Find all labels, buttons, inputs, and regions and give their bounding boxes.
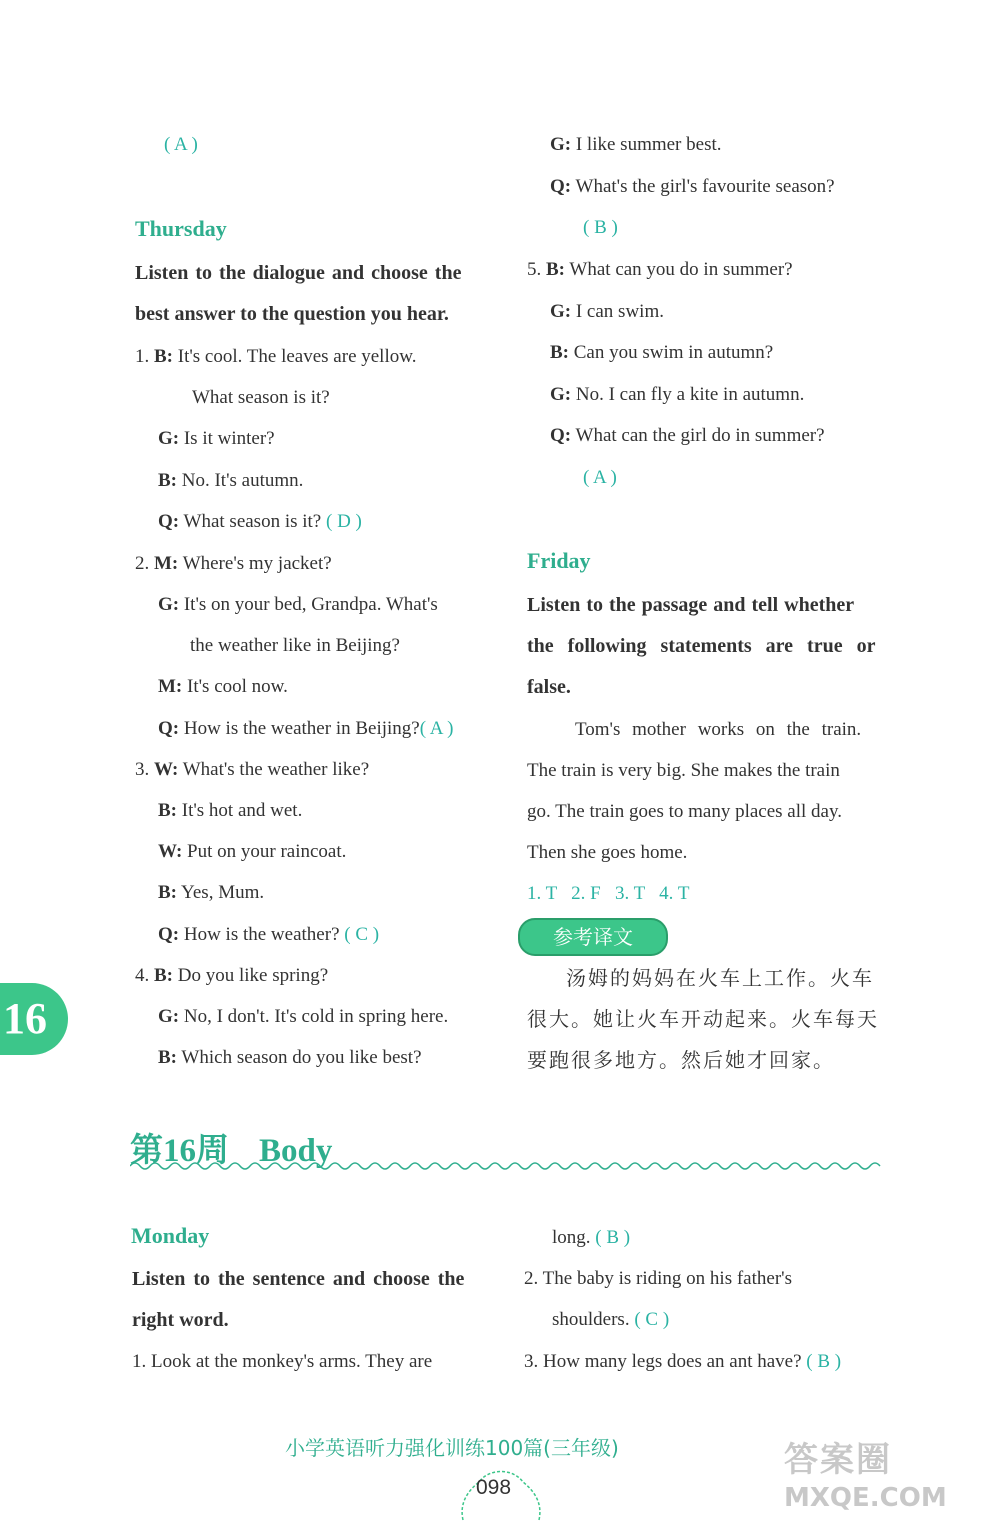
- page-number: 098: [476, 1476, 512, 1499]
- dialogue-line: B: Can you swim in autumn?: [550, 342, 774, 363]
- dialogue-line: B: No. It's autumn.: [158, 470, 304, 491]
- watermark-line1: 答案圈: [784, 1440, 892, 1480]
- answer-label: ( C ): [634, 1309, 670, 1330]
- dialogue-line: B: It's hot and wet.: [158, 800, 303, 821]
- dialogue-line: G: No, I don't. It's cold in spring here.: [158, 1006, 449, 1027]
- dialogue-line: Q: What can the girl do in summer?: [550, 425, 825, 446]
- watermark: [784, 1432, 947, 1513]
- dialogue-line: B: Yes, Mum.: [158, 882, 265, 903]
- section-heading-thursday: Thursday: [135, 216, 227, 241]
- dialogue-line: W: Put on your raincoat.: [158, 841, 347, 862]
- dialogue-line: G: I like summer best.: [550, 134, 722, 155]
- dialogue-line: G: No. I can fly a kite in autumn.: [550, 384, 805, 405]
- section-heading-friday: Friday: [527, 548, 591, 573]
- dialogue-line: Q: How is the weather? ( C ): [158, 924, 380, 945]
- translation-line: 很大。她让火车开动起来。火车每天: [527, 1007, 879, 1031]
- instruction-line: false.: [527, 676, 571, 698]
- wavy-divider: [130, 1160, 888, 1172]
- dialogue-line: 5. B: What can you do in summer?: [527, 259, 793, 280]
- answer-label: ( B ): [806, 1351, 842, 1372]
- section-heading-monday: Monday: [131, 1223, 210, 1248]
- dialogue-line: Q: What season is it? ( D ): [158, 511, 362, 532]
- dialogue-line: What season is it?: [192, 387, 330, 408]
- answer-label: ( C ): [344, 924, 380, 945]
- reference-translation-badge: 参考译文: [518, 918, 668, 956]
- dialogue-line: 2. M: Where's my jacket?: [135, 553, 332, 574]
- answer-label: ( A ): [164, 134, 198, 155]
- instruction-line: Listen to the dialogue and choose the: [135, 262, 462, 284]
- question-line: long. ( B ): [552, 1227, 631, 1248]
- answer-key: 1. T 2. F 3. T 4. T: [527, 883, 690, 904]
- translation-line: 要跑很多地方。然后她才回家。: [527, 1048, 835, 1072]
- question-line: 1. Look at the monkey's arms. They are: [132, 1351, 433, 1372]
- week-title-en: Body: [259, 1133, 333, 1169]
- dialogue-line: 4. B: Do you like spring?: [135, 965, 329, 986]
- answer-label: ( A ): [419, 718, 454, 739]
- passage-line: go. The train goes to many places all day.: [527, 801, 842, 822]
- dialogue-line: M: It's cool now.: [158, 676, 288, 697]
- translation-line: 汤姆的妈妈在火车上工作。火车: [566, 966, 874, 990]
- dialogue-line: G: It's on your bed, Grandpa. What's: [158, 594, 438, 615]
- dialogue-line: B: Which season do you like best?: [158, 1047, 422, 1068]
- question-line: 2. The baby is riding on his father's: [524, 1268, 792, 1289]
- dialogue-line: the weather like in Beijing?: [190, 635, 400, 656]
- passage-line: Tom's mother works on the train.: [575, 719, 862, 740]
- dialogue-line: 1. B: It's cool. The leaves are yellow.: [135, 346, 417, 367]
- week-title-cn: 第16周: [130, 1133, 229, 1169]
- answer-label: ( A ): [583, 467, 617, 488]
- dialogue-line: G: Is it winter?: [158, 428, 275, 449]
- book-title: 小学英语听力强化训练100篇(三年级): [285, 1436, 619, 1460]
- dialogue-line: Q: How is the weather in Beijing?( A ): [158, 718, 454, 739]
- passage-line: The train is very big. She makes the train: [527, 760, 840, 781]
- watermark-line2: MXQE.COM: [784, 1483, 947, 1513]
- dialogue-line: G: I can swim.: [550, 301, 664, 322]
- week-side-tab: 16: [0, 983, 68, 1055]
- instruction-line: best answer to the question you hear.: [135, 303, 449, 325]
- question-line: 3. How many legs does an ant have? ( B ): [524, 1351, 842, 1372]
- dialogue-line: Q: What's the girl's favourite season?: [550, 176, 835, 197]
- answer-label: ( B ): [583, 217, 618, 238]
- answer-label: ( B ): [595, 1227, 631, 1248]
- question-line: shoulders. ( C ): [552, 1309, 670, 1330]
- answer-label: ( D ): [326, 511, 362, 532]
- instruction-line: Listen to the passage and tell whether: [527, 594, 855, 616]
- instruction-line: the following statements are true or: [527, 635, 876, 657]
- instruction-line: Listen to the sentence and choose the: [132, 1268, 465, 1290]
- passage-line: Then she goes home.: [527, 842, 688, 863]
- instruction-line: right word.: [132, 1309, 229, 1331]
- dialogue-line: 3. W: What's the weather like?: [135, 759, 370, 780]
